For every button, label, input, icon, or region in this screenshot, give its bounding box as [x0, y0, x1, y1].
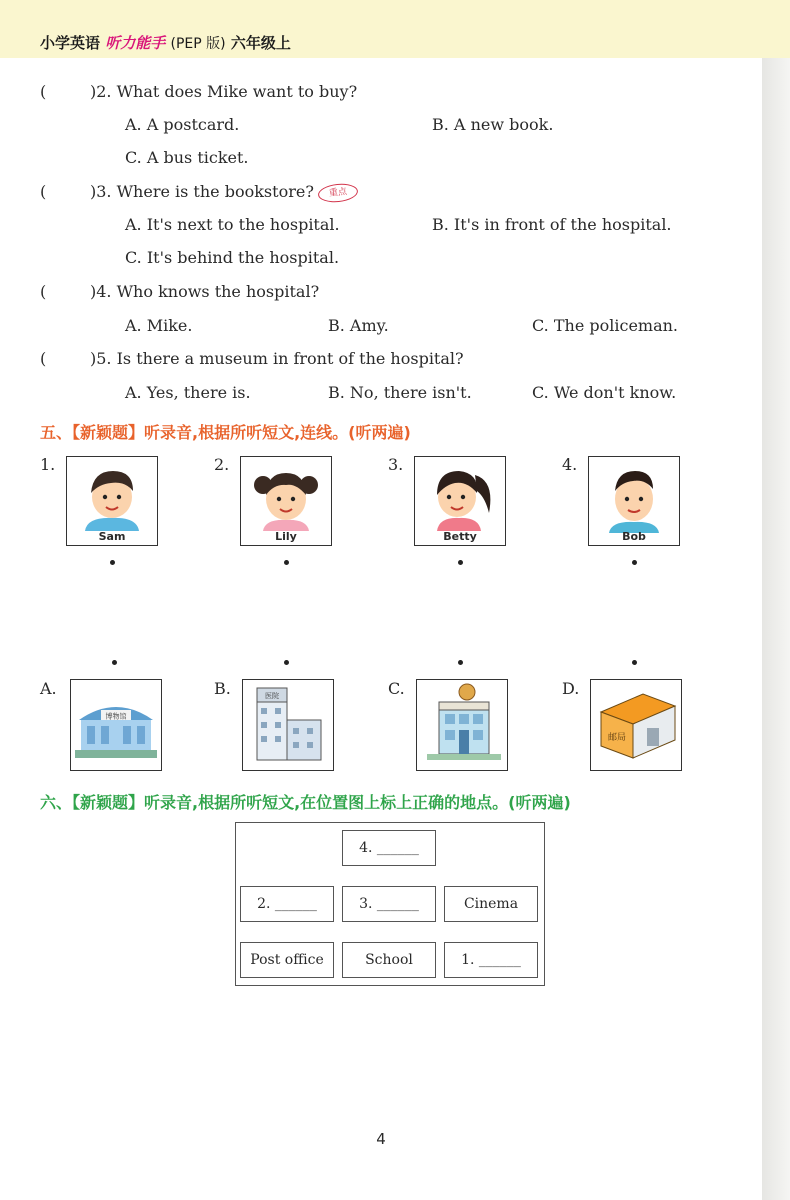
person-name: Bob	[622, 530, 646, 543]
option-3b: B. It's in front of the hospital.	[432, 215, 672, 234]
answer-paren[interactable]: (	[40, 349, 47, 368]
person-name: Lily	[275, 530, 297, 543]
match-dot-top[interactable]	[110, 560, 115, 565]
question-3-text: )3. Where is the bookstore?	[90, 182, 314, 201]
option-5c: C. We don't know.	[532, 383, 677, 402]
question-2: )2. What does Mike want to buy?	[90, 82, 358, 101]
hospital-sign: 医院	[265, 692, 279, 700]
place-card-hospital	[242, 679, 334, 771]
location-map	[235, 822, 545, 986]
header-edition: (PEP 版)	[170, 36, 226, 52]
post-office-icon	[591, 680, 681, 770]
question-5: )5. Is there a museum in front of the hospital?	[90, 349, 464, 368]
museum-sign: 博物馆	[105, 712, 127, 721]
option-4c: C. The policeman.	[532, 316, 679, 335]
person-card-lily	[240, 456, 332, 546]
match-dot-bottom[interactable]	[112, 660, 117, 665]
person-number: 4.	[562, 455, 578, 474]
option-5a: A. Yes, there is.	[125, 383, 251, 402]
person-name: Sam	[98, 530, 126, 543]
answer-paren[interactable]: (	[40, 282, 47, 301]
option-2b: B. A new book.	[432, 115, 554, 134]
header-prefix: 小学英语	[40, 34, 101, 52]
header-grade: 六年级上	[230, 34, 291, 52]
page-number: 4	[376, 1130, 386, 1148]
map-cell-cinema: Cinema	[444, 886, 538, 922]
page-header	[0, 0, 790, 58]
question-3	[90, 182, 358, 202]
key-point-stamp: 重点	[317, 181, 359, 203]
map-cell-post-office: Post office	[240, 942, 334, 978]
place-letter: C.	[388, 679, 405, 698]
match-dot-bottom[interactable]	[284, 660, 289, 665]
page-edge	[762, 0, 790, 1200]
header-brand: 听力能手	[105, 34, 166, 52]
place-letter: D.	[562, 679, 580, 698]
place-card-cinema	[416, 679, 508, 771]
map-cell-4[interactable]: 4. ______	[342, 830, 436, 866]
option-4b: B. Amy.	[328, 316, 389, 335]
match-dot-bottom[interactable]	[458, 660, 463, 665]
section-5-title: 五、【新颖题】听录音,根据所听短文,连线。(听两遍)	[40, 423, 411, 442]
section-6-title: 六、【新颖题】听录音,根据所听短文,在位置图上标上正确的地点。(听两遍)	[40, 793, 571, 812]
option-3a: A. It's next to the hospital.	[125, 215, 340, 234]
map-cell-school: School	[342, 942, 436, 978]
building-icon	[417, 680, 507, 770]
place-card-post-office	[590, 679, 682, 771]
question-4: )4. Who knows the hospital?	[90, 282, 320, 301]
match-dot-top[interactable]	[284, 560, 289, 565]
match-dot-bottom[interactable]	[632, 660, 637, 665]
option-2c: C. A bus ticket.	[125, 148, 249, 167]
person-card-sam	[66, 456, 158, 546]
answer-paren[interactable]: (	[40, 182, 47, 201]
map-cell-2[interactable]: 2. ______	[240, 886, 334, 922]
option-4a: A. Mike.	[125, 316, 193, 335]
museum-icon	[71, 680, 161, 770]
person-card-bob	[588, 456, 680, 546]
person-number: 3.	[388, 455, 404, 474]
option-5b: B. No, there isn't.	[328, 383, 472, 402]
option-3c: C. It's behind the hospital.	[125, 248, 340, 267]
match-dot-top[interactable]	[458, 560, 463, 565]
answer-paren[interactable]: (	[40, 82, 47, 101]
hospital-icon	[243, 680, 333, 770]
post-office-sign: 邮局	[607, 733, 627, 743]
map-cell-3[interactable]: 3. ______	[342, 886, 436, 922]
place-letter: B.	[214, 679, 231, 698]
match-dot-top[interactable]	[632, 560, 637, 565]
option-2a: A. A postcard.	[125, 115, 240, 134]
place-card-museum	[70, 679, 162, 771]
person-card-betty	[414, 456, 506, 546]
person-name: Betty	[443, 530, 477, 543]
person-number: 1.	[40, 455, 56, 474]
place-letter: A.	[40, 679, 57, 698]
map-cell-1[interactable]: 1. ______	[444, 942, 538, 978]
person-number: 2.	[214, 455, 230, 474]
header-title	[40, 32, 291, 53]
